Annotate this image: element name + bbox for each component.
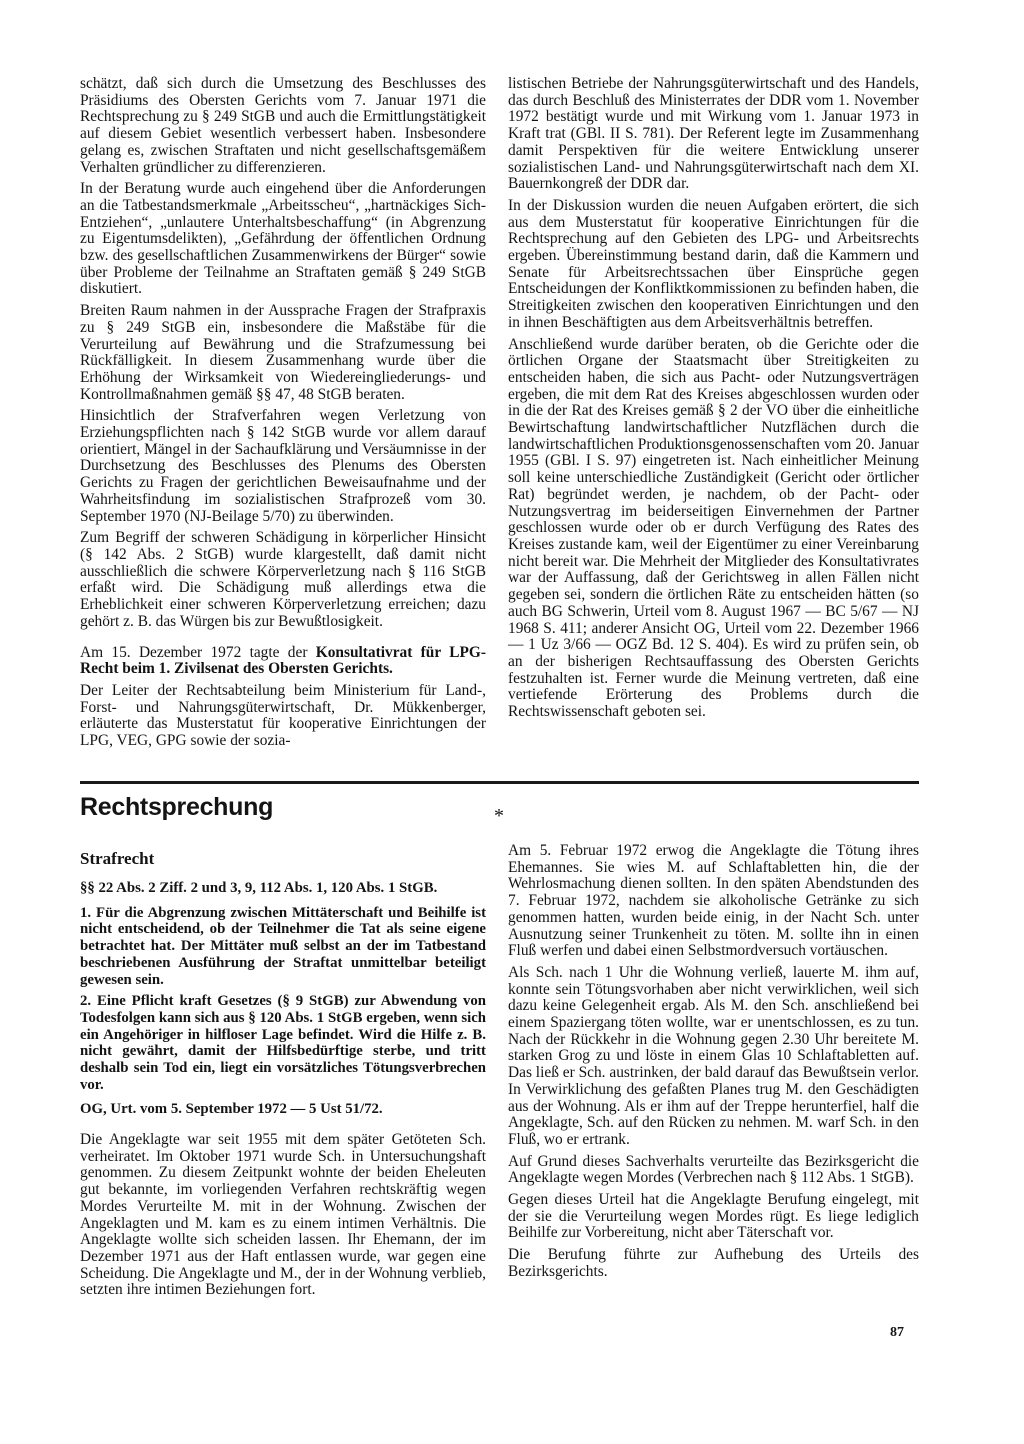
paragraph: Gegen dieses Urteil hat die Angeklagte Berufung eingelegt, mit der sie die Verurteilung wegen Mordes rügt. Es liege lediglich Beihilfe zur Vorbereitung, nicht aber Täterschaft vor. <box>508 1191 919 1242</box>
konsultativrat-intro: Am 15. Dezember 1972 tagte der <box>80 643 316 661</box>
paragraph: Der Leiter der Rechtsabteilung beim Ministerium für Land-, Forst- und Nahrungsgüterwirtschaft, Dr. Mükkenberger, erläuterte das Musterstatut für kooperative Einrichtungen der LPG, VEG, GPG sowie der sozia- <box>80 681 486 750</box>
section-divider <box>80 781 919 784</box>
paragraph: Als Sch. nach 1 Uhr die Wohnung verließ, lauerte M. ihm auf, konnte sein Tötungsvorhaben aber nicht verwirklichen, weil sich dazu keine Gelegenheit ergab. Als M. den Sch. anschließend bei einem Spaziergang töten wollte, war er unentschlossen, es zu tun. Nach der Rückkehr in die Wohnung gegen 2.30 Uhr bereitete M. starken Grog zu und löste in einem Glas 10 Schlaftabletten auf. Das ließ er Sch. austrinken, der bald darauf das Bewußtsein verlor. In Verwirklichung des gefaßten Planes trug M. den Geschädigten aus der Wohnung. Als er ihm auf der Treppe herunterfiel, half die Angeklagte, Sch. auf den Rücken zu nehmen. M. warf Sch. in den Fluß, wo er ertrank. <box>508 963 919 1148</box>
headnote-point: 1. Für die Abgrenzung zwischen Mittäterschaft und Beihilfe ist nicht entscheidend, ob der Teilnehmer die Tat als seine eigene betrachtet hat. Der Mittäter muß selbst an der im Tatbestand beschriebenen Ausführung der Straftat unmittelbar beteiligt gewesen sein. <box>80 904 486 988</box>
headnote <box>80 880 486 1118</box>
subsection-title: Strafrecht <box>80 849 155 868</box>
legal-norms: §§ 22 Abs. 2 Ziff. 2 und 3, 9, 112 Abs. 1, 120 Abs. 1 StGB. <box>80 880 438 896</box>
paragraph: Auf Grund dieses Sachverhalts verurteilte das Bezirksgericht die Angeklagte wegen Mordes (Verbrechen nach § 112 Abs. 1 StGB). <box>508 1152 919 1187</box>
paragraph: In der Beratung wurde auch eingehend über die Anforderungen an die Tatbestandsmerkmale „Arbeitsscheu“, „hartnäckiges Sich-Entziehen“, „unlautere Unterhaltsbeschaffung“ (in Abgrenzung zu Eigentumsdelikten), „Gefährdung der öffentlichen Ordnung bzw. des gesellschaftlichen Zusammenwirkens der Bürger“ sowie über Probleme der Teilnahme an Straftaten gemäß § 249 StGB diskutiert. <box>80 180 486 298</box>
paragraph: Breiten Raum nahmen in der Aussprache Fragen der Strafpraxis zu § 249 StGB ein, insbesondere die Maßstäbe für die Verurteilung auf Bewährung und die Strafzumessung bei Rückfälligkeit. In diesem Zusammenhang wurde über die Erhöhung der Wirksamkeit von Wiedereingliederungs- und Kontrollmaßnahmen gemäß §§ 47, 48 StGB beraten. <box>80 302 486 403</box>
konsultativrat-paragraph <box>80 645 486 678</box>
paragraph: schätzt, daß sich durch die Umsetzung des Beschlusses des Präsidiums des Obersten Gerichts vom 7. Januar 1971 die Rechtsprechung zu § 249 StGB und auch die Ermittlungstätigkeit auf diesem Gebiet wesentlich verbessert haben. Insbesondere gelang es, zwischen Straftaten und nicht gesellschaftsgemäßem Verhalten gründlicher zu differenzieren. <box>80 75 486 176</box>
paragraph: Hinsichtlich der Strafverfahren wegen Verletzung von Erziehungspflichten nach § 142 StGB wurde vor allem darauf orientiert, Mängel in der Sachaufklärung und Versäumnisse in der Durchsetzung des Beschlusses des Plenums des Obersten Gerichts zu Fragen der gerichtlichen Beweisaufnahme und der Wahrheitsfindung im sozialistischen Strafprozeß vom 30. September 1970 (NJ-Beilage 5/70) zu überwinden. <box>80 407 486 525</box>
separator-asterisk: * <box>494 805 504 827</box>
bottom-right-column <box>508 843 919 1281</box>
top-right-column <box>508 76 919 721</box>
bottom-left-column <box>80 1132 486 1299</box>
konsultativrat-name: Konsultativrat für LPG-Recht beim 1. Zivilsenat des Obersten Gerichts. <box>80 643 486 678</box>
paragraph: listischen Betriebe der Nahrungsgüterwirtschaft und des Handels, das durch Beschluß des Ministerrates der DDR vom 1. November 1972 bestätigt wurde und mit Wirkung vom 1. Januar 1973 in Kraft trat (GBl. II S. 781). Der Referent legte im Zusammenhang damit Perspektiven für die weitere Entwicklung unserer sozialistischen Land- und Nahrungsgüterwirtschaft nach dem XI. Bauernkongreß der DDR dar. <box>508 75 919 193</box>
headnote-point: 2. Eine Pflicht kraft Gesetzes (§ 9 StGB) zur Abwendung von Todesfolgen kann sich aus § 120 Abs. 1 StGB ergeben, wenn sich ein Angehöriger in hilfloser Lage befindet. Wird die Hilfe z. B. nicht gewährt, damit der Hilfsbedürftige sterbe, und tritt deshalb sein Tod ein, liegt ein vorsätzliches Tötungsverbrechen vor. <box>80 993 486 1093</box>
paragraph: Die Angeklagte war seit 1955 mit dem später Getöteten Sch. verheiratet. Im Oktober 1971 wurde Sch. in Untersuchungshaft genommen. Zu diesem Zeitpunkt wohnte der beiden Eheleuten gut bekannte, im vorliegenden Verfahren rechtskräftig wegen Mordes Verurteilte M. mit in der Wohnung. Zwischen der Angeklagten und M. kam es zu einem intimen Verhältnis. Die Angeklagte wollte sich scheiden lassen. Ihr Ehemann, der im Dezember 1971 aus der Haft entlassen wurde, war gegen eine Scheidung. Die Angeklagte und M., der in der Wohnung verblieb, setzten ihre intimen Beziehungen fort. <box>80 1131 486 1299</box>
paragraph: Zum Begriff der schweren Schädigung in körperlicher Hinsicht (§ 142 Abs. 2 StGB) wurde klargestellt, daß damit nicht ausschließlich die schwere Körperverletzung nach § 116 StGB erfaßt wird. Die Schädigung muß allerdings etwa die Erheblichkeit einer schweren Körperverletzung erreichen; dazu gehört z. B. das Würgen bis zur Bewußtlosigkeit. <box>80 529 486 630</box>
top-left-column <box>80 76 486 750</box>
section-title: Rechtsprechung <box>80 793 274 821</box>
page-number: 87 <box>890 1325 904 1340</box>
paragraph: Anschließend wurde darüber beraten, ob die Gerichte oder die örtlichen Organe der Staatsmacht über Streitigkeiten zu entscheiden haben, die sich aus Pacht- oder Nutzungsverträgen ergeben, die mit dem Rat des Kreises abgeschlossen wurden oder in die der Rat des Kreises gemäß § 2 der VO über die einheitliche Bewirtschaftung landwirtschaftlicher Nutzflächen durch die landwirtschaftlichen Produktionsgenossenschaften vom 20. Januar 1955 (GBl. I S. 97) eingetreten ist. Nach einheitlicher Meinung soll keine unterschiedliche Zuständigkeit (Gericht oder örtlicher Rat) begründet werden, je nachdem, ob der Pacht- oder Nutzungsvertrag im beiderseitigen Einvernehmen der Partner geschlossen wurde oder ob er durch Verfügung des Rates des Kreises zustande kam, weil der Eigentümer zu einer Vereinbarung nicht bereit war. Die Mehrheit der Mitglieder des Konsultativrates war der Auffassung, daß der Gerichtsweg in allen Fällen nicht gegeben sei, sondern die örtlichen Räte zu entscheiden hätten (so auch BG Schwerin, Urteil vom 8. August 1967 — BC 5/67 — NJ 1968 S. 411; anderer Ansicht OG, Urteil vom 22. Dezember 1966 — 1 Uz 3/66 — OGZ Bd. 12 S. 404). Es wird zu prüfen sein, ob an der bisherigen Rechtsauffassung des Obersten Gerichts festzuhalten ist. Ferner wurde die Meinung vertreten, daß eine vertiefende Erörterung des Problems durch die Rechtswissenschaft geboten sei. <box>508 335 919 721</box>
court-citation: OG, Urt. vom 5. September 1972 — 5 Ust 51/72. <box>80 1101 383 1118</box>
paragraph: Am 5. Februar 1972 erwog die Angeklagte die Tötung ihres Ehemannes. Sie wies M. auf Schlaftabletten hin, die der Wehrlosmachung dienen sollten. In den späten Abendstunden des 7. Februar 1972, nachdem sie alkoholische Getränke zu sich genommen hatten, wurden beide einig, in der Nacht Sch. unter Ausnutzung seiner Trunkenheit zu töten. M. sollte ihn in einen Fluß werfen und dabei einen Selbstmordversuch vortäuschen. <box>508 842 919 960</box>
paragraph: In der Diskussion wurden die neuen Aufgaben erörtert, die sich aus dem Musterstatut für kooperative Einrichtungen für die Rechtsprechung auf den Gebieten des LPG- und Arbeitsrechts ergeben. Übereinstimmung bestand darin, daß die Kammern und Senate für Arbeitsrechtssachen über Einsprüche gegen Entscheidungen der Konfliktkommissionen zu befinden haben, die Streitigkeiten zwischen den kooperativen Einrichtungen und den in ihnen Beschäftigten aus dem Arbeitsverhältnis betreffen. <box>508 196 919 331</box>
paragraph: Die Berufung führte zur Aufhebung des Urteils des Bezirksgerichts. <box>508 1246 919 1280</box>
